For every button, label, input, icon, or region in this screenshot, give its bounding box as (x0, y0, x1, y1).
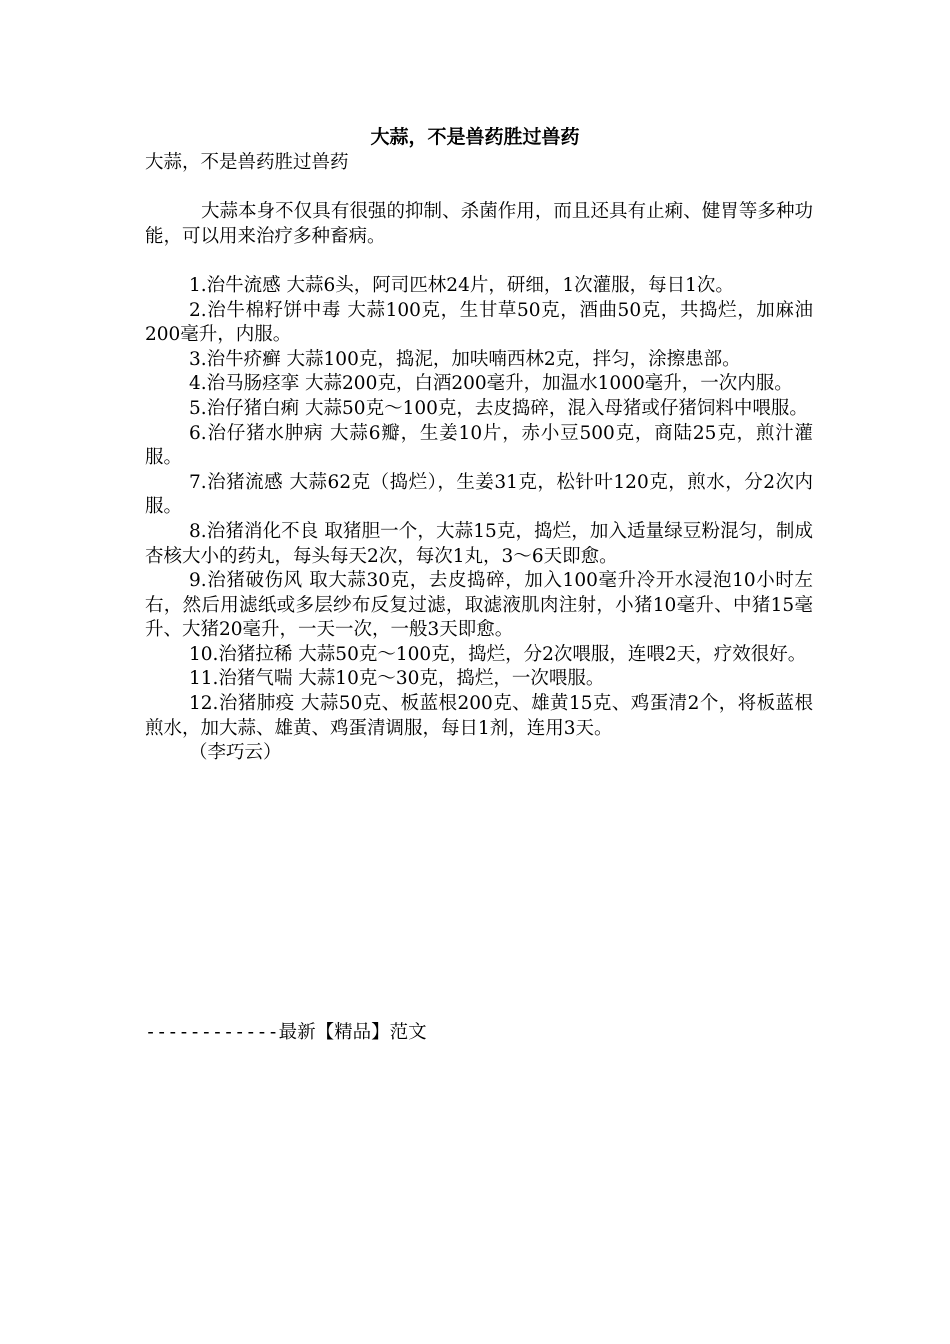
document-body (145, 151, 813, 766)
footer-dashes: ------------ (145, 1022, 279, 1043)
list-item: 1.治牛流感 大蒜6头，阿司匹林24片，研细，1次灌服，每日1次。 (189, 274, 734, 296)
list-item: 3.治牛疥癣 大蒜100克，捣泥，加呋喃西林2克，拌匀，涂擦患部。 (189, 348, 741, 370)
footer-text: 最新【精品】范文 (278, 1022, 427, 1043)
subtitle: 大蒜，不是兽药胜过兽药 (145, 152, 349, 173)
page-title: 大蒜，不是兽药胜过兽药 (370, 126, 580, 148)
footer (145, 1020, 427, 1046)
list-item: 12.治猪肺疫 大蒜50克、板蓝根200克、雄黄15克、鸡蛋清2个，将板蓝根煎水，加大蒜、雄黄、鸡蛋清调服，每日1剂，连用3天。 (145, 693, 813, 739)
intro-paragraph: 大蒜本身不仅具有很强的抑制、杀菌作用，而且还具有止痢、健胃等多种功能，可以用来治疗多种畜病。 (145, 201, 813, 247)
list-item: 7.治猪流感 大蒜62克（捣烂），生姜31克，松针叶120克，煎水，分2次内服。 (145, 471, 813, 518)
author-credit: （李巧云） (189, 742, 282, 764)
list-item: 10.治猪拉稀 大蒜50克～100克，捣烂，分2次喂服，连喂2天，疗效很好。 (189, 643, 807, 665)
list-item: 5.治仔猪白痢 大蒜50克～100克，去皮捣碎，混入母猪或仔猪饲料中喂服。 (189, 397, 808, 419)
spacer (145, 176, 813, 201)
list-item: 9.治猪破伤风 取大蒜30克，去皮捣碎，加入100毫升冷开水浸泡10小时左右，然后用滤纸或多层纱布反复过滤，取滤液肌肉注射，小猪10毫升、中猪15毫升、大猪20毫升，一天一次，一般3天即愈。 (145, 570, 813, 641)
list-item: 8.治猪消化不良 取猪胆一个，大蒜15克，捣烂，加入适量绿豆粉混匀，制成杏核大小的药丸，每头每天2次，每次1丸，3～6天即愈。 (145, 520, 813, 567)
list-item: 2.治牛棉籽饼中毒 大蒜100克，生甘草50克，酒曲50克，共捣烂，加麻油200毫升，内服。 (145, 299, 813, 346)
list-item: 6.治仔猪水肿病 大蒜6瓣，生姜10片，赤小豆500克，商陆25克，煎汁灌服。 (145, 422, 813, 469)
list-item: 4.治马肠痉挛 大蒜200克，白酒200毫升，加温水1000毫升，一次内服。 (189, 373, 793, 395)
list-item: 11.治猪气喘 大蒜10克～30克，捣烂，一次喂服。 (189, 668, 605, 690)
spacer (145, 249, 813, 274)
